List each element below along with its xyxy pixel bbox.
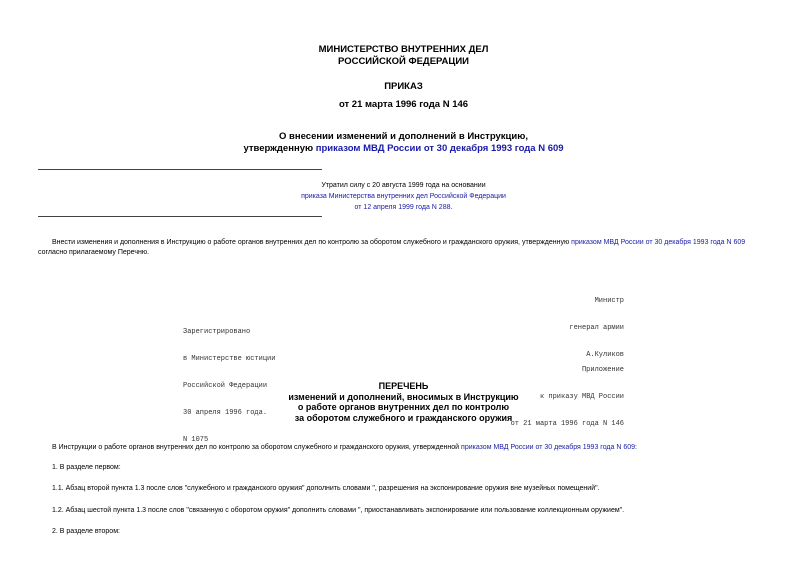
- intro-line-2: согласно прилагаемому Перечню.: [38, 249, 150, 256]
- list-title-line-2: изменений и дополнений, вносимых в Инструкцию: [288, 391, 519, 402]
- appendix-line-1: Приложение: [581, 366, 624, 374]
- list-paragraph-3: 1.1. Абзац второй пункта 1.3 после слов "служебного и гражданского оружия" дополнить словами ", разрешения на экспонирование оружия вне музейных помещений".: [52, 485, 600, 492]
- order-title: ПРИКАЗ: [384, 81, 423, 92]
- divider-bottom: [38, 216, 322, 217]
- list-paragraph-4: 1.2. Абзац шестой пункта 1.3 после слов "связанную с оборотом оружия" дополнить словами ", приостанавливать экспонирование или пользование коллекционным оружием".: [52, 507, 625, 514]
- intro-line-1: [38, 238, 778, 248]
- registration-line-3: Российской Федерации: [183, 382, 268, 390]
- signature-title: Министр: [594, 297, 624, 305]
- repeal-notice-suffix: .: [450, 204, 453, 211]
- ministry-line-2: РОССИЙСКОЙ ФЕДЕРАЦИИ: [337, 56, 469, 67]
- order-subject: [0, 131, 807, 155]
- registration-line-2: в Министерстве юстиции: [183, 355, 276, 363]
- registration-line-4: 30 апреля 1996 года.: [183, 409, 268, 417]
- subject-line-2: [0, 143, 807, 155]
- list-title-line-4: за оборотом служебного и гражданского оружия: [294, 412, 513, 423]
- list-title: [0, 381, 807, 423]
- intro-order-link[interactable]: приказом МВД России от 30 декабря 1993 года N 609: [571, 239, 746, 246]
- order-date: от 21 марта 1996 года N 146: [338, 99, 469, 110]
- repeal-order-link-1[interactable]: приказа Министерства внутренних дел Российской Федерации: [301, 193, 506, 200]
- subject-line-1: О внесении изменений и дополнений в Инструкцию,: [279, 131, 528, 142]
- registration-line-5: N 1075: [183, 436, 209, 444]
- intro-text: Внести изменения и дополнения в Инструкцию о работе органов внутренних дел по контролю за оборотом служебного и гражданского оружия, утвержденную: [52, 239, 572, 246]
- repeal-notice: [250, 180, 557, 213]
- ministry-heading: [0, 44, 807, 68]
- registration-line-1: Зарегистрировано: [183, 328, 251, 336]
- subject-order-link[interactable]: приказом МВД России от 30 декабря 1993 года N 609: [315, 143, 564, 154]
- repeal-order-link-2[interactable]: от 12 апреля 1999 года N 288: [354, 204, 451, 211]
- list-paragraph-1: [52, 443, 792, 453]
- divider-top: [38, 169, 322, 170]
- signature-rank: генерал армии: [569, 324, 624, 332]
- list-title-line-3: о работе органов внутренних дел по контролю: [297, 402, 510, 412]
- list-p1-text: В Инструкции о работе органов внутренних дел по контролю за оборотом служебного и гражданского оружия, утвержденной: [52, 444, 462, 451]
- list-p1-suffix: :: [635, 444, 637, 451]
- intro-paragraph: [38, 238, 778, 258]
- appendix-line-2: к приказу МВД России: [539, 393, 624, 401]
- signature-name: А.Куликов: [586, 351, 624, 359]
- list-paragraph-5: 2. В разделе втором:: [52, 528, 120, 535]
- list-order-link[interactable]: приказом МВД России от 30 декабря 1993 года N 609: [461, 444, 636, 451]
- subject-line-2-prefix: утвержденную: [243, 143, 316, 154]
- ministry-line-1: МИНИСТЕРСТВО ВНУТРЕННИХ ДЕЛ: [318, 44, 489, 55]
- appendix-line-3: от 21 марта 1996 года N 146: [510, 420, 624, 428]
- list-title-line-1: ПЕРЕЧЕНЬ: [378, 381, 429, 391]
- list-paragraph-2: 1. В разделе первом:: [52, 464, 121, 471]
- repeal-notice-line-1: Утратил силу с 20 августа 1999 года на основании: [321, 182, 486, 189]
